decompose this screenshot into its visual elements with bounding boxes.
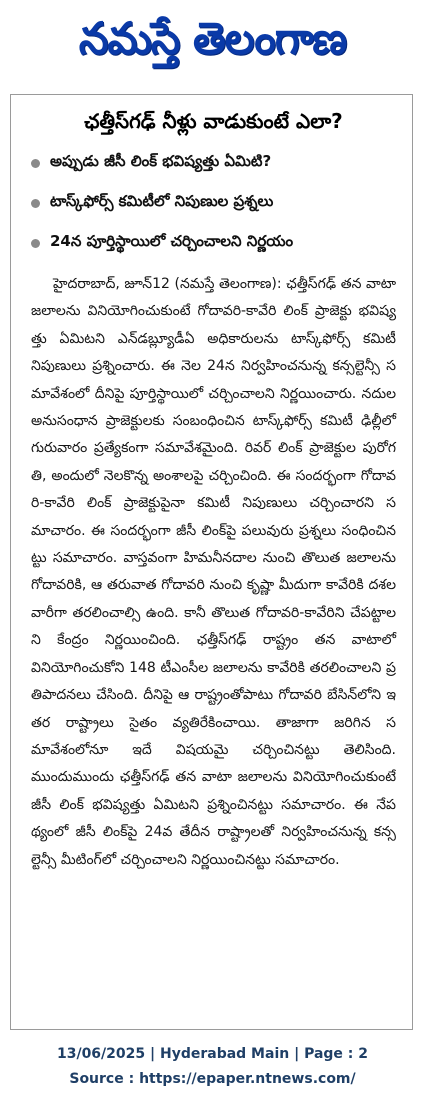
bullet-dot-icon <box>31 199 40 208</box>
bullet-dot-icon <box>31 239 40 248</box>
highlight-item <box>31 223 396 263</box>
highlight-item <box>31 183 396 223</box>
highlight-text: టాస్క్‌ఫోర్స్‌ కమిటీలో నిపుణుల ప్రశ్నలు <box>50 192 274 210</box>
highlight-item <box>31 143 396 183</box>
source-link[interactable]: Source : https://epaper.ntnews.com/ <box>69 1071 356 1087</box>
article-highlights <box>31 143 396 263</box>
article-headline: ఛత్తీస్‌గఢ్‌ నీళ్లు వాడుకుంటే ఎలా? <box>84 109 343 133</box>
newspaper-logo: నమస్తే తెలంగాణ <box>78 12 347 64</box>
highlight-text: 24న పూర్తిస్థాయిలో చర్చించాలని నిర్ణయం <box>50 232 294 250</box>
article-content <box>31 107 396 874</box>
masthead <box>0 0 425 88</box>
article-body: హైదరాబాద్‌, జూన్‌12 (నమస్తే తెలంగాణ): ఛత్తీస్‌గఢ్‌ తన వాటా జలాలను వినియోగించుకుంటే గోదావరి-కావేరి లింక్‌ ప్రాజెక్టు భవిష్యత్తు ఏమిటని ఎన్‌డబ్ల్యూడీఏ అధికారులను టాస్క్‌ఫోర్స్‌ కమిటీ నిపుణులు ప్రశ్నించారు. ఈ నెల 24న నిర్వహించనున్న కన్సల్టెన్సీ సమావేశంలో దీనిపై పూర్తిస్థాయిలో చర్చించాలని నిర్ణయించారు. నదుల అనుసంధాన ప్రాజెక్టులకు సంబంధించిన టాస్క్‌ఫోర్స్‌ కమిటీ ఢిల్లీలో గురువారం ప్రత్యేకంగా సమావేశమైంది. రివర్‌ లింక్‌ ప్రాజెక్టుల పురోగతి, అందులో నెలకొన్న అంశాలపై చర్చించింది. ఈ సందర్భంగా గోదావరి-కావేరి లింక్‌ ప్రాజెక్టుపైనా కమిటీ నిపుణులు చర్చించారని సమాచారం. ఈ సందర్భంగా జీసీ లింక్‌పై పలువురు ప్రశ్నలు సంధించినట్టు సమాచారం. వాస్తవంగా హిమనీనదాల నుంచి తొలుత జలాలను గోదావరికి, ఆ తరువాత గోదావరి నుంచి కృష్ణా మీదుగా కావేరికి దశలవారీగా తరలించాల్సి ఉంది. కానీ తొలుత గోదావరి-కావేరిని చేపట్టాలని కేంద్రం నిర్ణయించింది. ఛత్తీస్‌గఢ్‌ రాష్ట్రం తన వాటాలో వినియోగించుకోని 148 టీఎంసీల జలాలను కావేరికి తరలించాలని ప్రతిపాదనలు చేసింది. దీనిపై ఆ రాష్ట్రంతోపాటు గోదావరి బేసిన్‌లోని ఇతర రాష్ట్రాలు సైతం వ్యతిరేకించాయి. తాజాగా జరిగిన సమావేశంలోనూ ఇదే విషయమై చర్చించినట్టు తెలిసింది. ముందుముందు ఛత్తీస్‌గఢ్‌ తన వాటా జలాలను వినియోగించుకుంటే జీసీ లింక్‌ భవిష్యత్తు ఏమిటని ప్రశ్నించినట్టు సమాచారం. ఈ నేపథ్యంలో జీసీ లింక్‌పై 24వ తేదీన రాష్ట్రాలతో నిర్వహించనున్న కన్సల్టెన్సీ మీటింగ్‌లో చర్చించాలని నిర్ణయించినట్టు సమాచారం. <box>31 276 396 868</box>
edition-info: 13/06/2025 | Hyderabad Main | Page : 2 <box>56 1046 369 1062</box>
highlight-text: అప్పుడు జీసీ లింక్‌ భవిష్యత్తు ఏమిటి? <box>50 152 272 170</box>
article-clipping <box>10 94 413 1030</box>
bullet-dot-icon <box>31 159 40 168</box>
